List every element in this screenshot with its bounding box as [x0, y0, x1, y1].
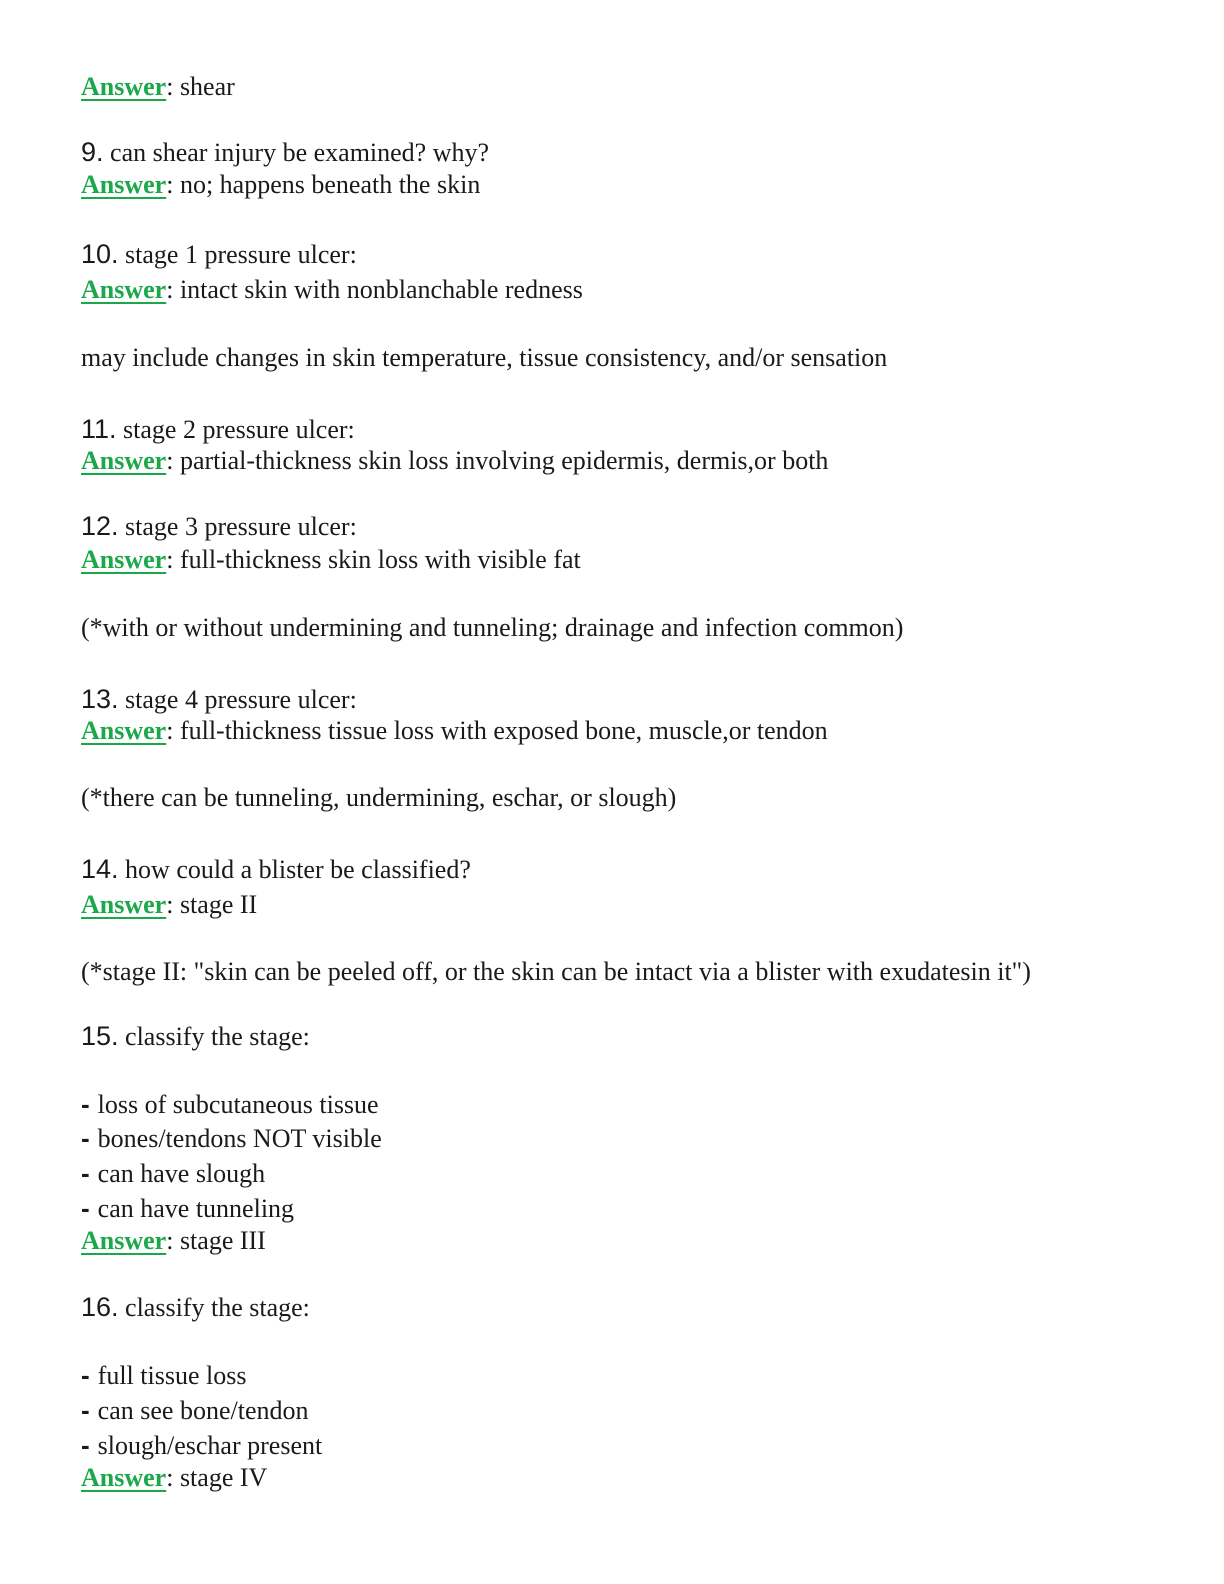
answer-label: Answer [81, 716, 167, 745]
answer-text: : shear [166, 72, 235, 101]
note-10: may include changes in skin temperature, tissue consistency, and/or sensation [81, 343, 888, 372]
question-text: classify the stage: [118, 1022, 310, 1051]
answer-label: Answer [81, 1226, 167, 1255]
answer-label: Answer [81, 545, 167, 574]
question-number: 15. [81, 1021, 119, 1051]
question-11 [81, 414, 355, 445]
question-10 [81, 239, 357, 270]
answer-text: : full-thickness tissue loss with exposed bone, muscle,or tendon [166, 716, 828, 745]
answer-label: Answer [81, 275, 167, 304]
bullet-text: full tissue loss [97, 1361, 247, 1390]
answer-label: Answer [81, 72, 167, 101]
answer-line-16 [81, 1463, 267, 1493]
answer-label: Answer [81, 446, 167, 475]
question-number: 9. [81, 137, 104, 167]
question-text: classify the stage: [118, 1293, 310, 1322]
question-15 [81, 1021, 310, 1052]
bullet-item [81, 1123, 382, 1154]
bullet-dash: - [81, 1430, 90, 1460]
question-16 [81, 1292, 310, 1323]
question-text: how could a blister be classified? [118, 855, 471, 884]
bullet-text: can have slough [97, 1159, 266, 1188]
question-number: 12. [81, 511, 119, 541]
answer-line-8 [81, 72, 235, 102]
question-text: can shear injury be examined? why? [103, 138, 490, 167]
answer-line-12 [81, 545, 581, 575]
answer-text: : stage IV [166, 1463, 268, 1492]
question-9 [81, 137, 489, 168]
bullet-dash: - [81, 1158, 90, 1188]
bullet-item [81, 1395, 308, 1426]
question-text: stage 4 pressure ulcer: [118, 685, 357, 714]
bullet-text: bones/tendons NOT visible [97, 1124, 382, 1153]
question-number: 16. [81, 1292, 119, 1322]
bullet-dash: - [81, 1123, 90, 1153]
answer-line-14 [81, 890, 257, 920]
answer-line-9 [81, 170, 480, 200]
answer-label: Answer [81, 890, 167, 919]
question-number: 10. [81, 239, 119, 269]
question-number: 14. [81, 854, 119, 884]
question-text: stage 1 pressure ulcer: [118, 240, 357, 269]
answer-line-11 [81, 446, 828, 476]
bullet-text: can see bone/tendon [97, 1396, 309, 1425]
question-12 [81, 511, 357, 542]
answer-text: : full-thickness skin loss with visible fat [166, 545, 581, 574]
answer-label: Answer [81, 170, 167, 199]
note-14: (*stage II: "skin can be peeled off, or the skin can be intact via a blister with exudatesin it") [81, 957, 1031, 986]
note-13: (*there can be tunneling, undermining, eschar, or slough) [81, 783, 677, 812]
bullet-dash: - [81, 1089, 90, 1119]
answer-text: : partial-thickness skin loss involving epidermis, dermis,or both [166, 446, 829, 475]
note-12: (*with or without undermining and tunneling; drainage and infection common) [81, 613, 904, 642]
bullet-dash: - [81, 1360, 90, 1390]
question-number: 11. [81, 414, 117, 444]
bullet-item [81, 1360, 246, 1391]
bullet-item [81, 1158, 265, 1189]
bullet-item [81, 1193, 294, 1224]
bullet-dash: - [81, 1395, 90, 1425]
question-number: 13. [81, 684, 119, 714]
bullet-dash: - [81, 1193, 90, 1223]
answer-text: : stage II [166, 890, 258, 919]
question-14 [81, 854, 471, 885]
bullet-text: slough/eschar present [97, 1431, 323, 1460]
bullet-text: can have tunneling [97, 1194, 295, 1223]
bullet-item [81, 1430, 322, 1461]
answer-text: : stage III [166, 1226, 266, 1255]
answer-text: : no; happens beneath the skin [166, 170, 481, 199]
question-text: stage 3 pressure ulcer: [118, 512, 357, 541]
answer-text: : intact skin with nonblanchable redness [166, 275, 583, 304]
answer-line-13 [81, 716, 828, 746]
question-text: stage 2 pressure ulcer: [116, 415, 355, 444]
answer-line-10 [81, 275, 583, 305]
question-13 [81, 684, 357, 715]
answer-line-15 [81, 1226, 266, 1256]
answer-label: Answer [81, 1463, 167, 1492]
bullet-item [81, 1089, 379, 1120]
bullet-text: loss of subcutaneous tissue [97, 1090, 379, 1119]
